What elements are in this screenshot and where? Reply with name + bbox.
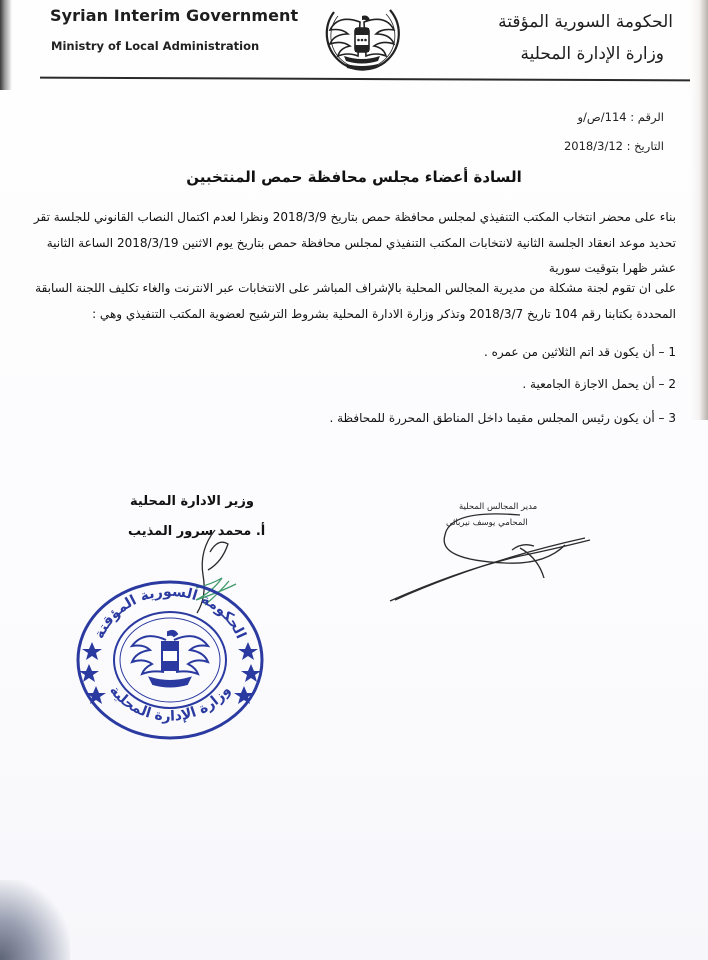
minister-title: وزير الادارة المحلية: [130, 494, 254, 509]
official-seal: [70, 570, 270, 740]
director-title: مدير المجالس المحلية: [459, 502, 538, 512]
scan-shadow-left: [0, 0, 12, 90]
paragraph-2-line: المحددة بكتابنا رقم 104 تاريخ 2018/3/7 وتذكر وزارة الادارة المحلية بشروط الترشيح لعضوية المكتب التنفيذي وهي :: [92, 306, 676, 321]
scan-shadow-bottom-left: [0, 880, 70, 960]
scan-shadow-right: [690, 0, 708, 420]
paragraph-1-line: عشر ظهرا بتوقيت سورية: [548, 261, 676, 275]
eagle-emblem-icon: [320, 2, 404, 82]
condition-item: 2 – أن يحمل الاجازة الجامعية .: [522, 377, 676, 391]
paragraph-1: [34, 205, 676, 282]
star-icon: [234, 686, 254, 704]
letterhead-english-ministry: Ministry of Local Administration: [51, 39, 260, 53]
condition-item: 1 – أن يكون قد اتم الثلاثين من عمره .: [483, 345, 676, 359]
paragraph-2: [35, 276, 676, 327]
reference-date: التاريخ : 2018/3/12: [563, 139, 664, 153]
star-icon: [82, 642, 102, 660]
star-icon: [238, 642, 258, 660]
letterhead-arabic-ministry: وزارة الإدارة المحلية: [520, 44, 664, 64]
letterhead-english-government: Syrian Interim Government: [50, 6, 299, 25]
minister-name: أ. محمد سرور المذيب: [128, 524, 266, 539]
director-name: المحامي يوسف نيربائي: [446, 518, 528, 528]
addressee-title: السادة أعضاء مجلس محافظة حمص المنتخبين: [186, 168, 522, 186]
reference-number: الرقم : 114/ص/و: [577, 110, 664, 124]
paragraph-1-line: تحديد موعد انعقاد الجلسة الثانية لانتخابات المكتب التنفيذي لمجلس محافظة حمص بتاريخ يوم الاثنين 2018/3/19 الساعة الثانية: [46, 235, 676, 250]
condition-item: 3 – أن يكون رئيس المجلس مقيما داخل المناطق المحررة للمحافظة .: [329, 411, 676, 425]
seal-top-text: الحكومة السورية المؤقتة: [91, 583, 249, 642]
seal-bottom-text: وزارة الإدارة المحلية: [106, 682, 234, 725]
seal-eagle-icon: [132, 631, 208, 687]
paragraph-1-line: بناء على محضر انتخاب المكتب التنفيذي لمجلس محافظة حمص بتاريخ 2018/3/9 ونظرا لعدم اكتمال النصاب القانوني للجلسة تقر: [33, 210, 676, 224]
letterhead-arabic-government: الحكومة السورية المؤقتة: [498, 12, 673, 32]
paragraph-2-line: على ان تقوم لجنة مشكلة من مديرية المجالس المحلية بالإشراف المباشر على الانتخابات عبر الانترنت والغاء تكليف اللجنة السابقة: [35, 281, 676, 295]
star-icon: [86, 686, 106, 704]
